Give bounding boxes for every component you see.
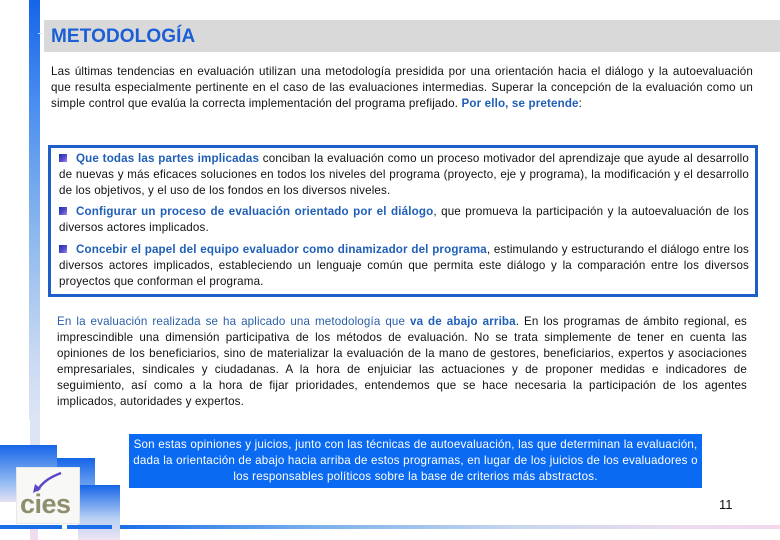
footer-gradient-line [120,525,780,529]
objective-item [59,204,749,236]
accent-tick [38,33,42,34]
approach-paragraph [57,314,747,410]
approach-text: . En los programas de ámbito regional, es imprescindible una dimensión participativa de los métodos de evaluación. No se trata simplemente de tener en cuenta las opiniones de los beneficiarios, sino de materializar la evaluación de la mano de gestores, beneficiarios, expertos y asociaciones empresariales, sindicales y ciudadanas. A la hora de enjuiciar las actuaciones y de proponer medidas e indicadores de seguimiento, así como a la hora de fijar prioridades, entendemos que se hace necesaria la participación de los agentes implicados, autoridades y expertos. [57,315,747,408]
cies-logo [16,467,80,524]
approach-highlight: va de abajo arriba [409,315,516,328]
objective-item [59,151,749,199]
decorative-block [30,529,38,540]
decorative-block [78,485,120,540]
footer-line [67,525,112,529]
intro-paragraph [51,64,753,112]
square-bullet-icon [59,245,67,253]
objective-text: , estimulando y estructurando el diálogo entre los diversos actores implicados, estableciendo un lenguaje común que permita este diálogo y la comparación entre los diversos proyectos que conforman el programa. [59,243,749,288]
left-accent-bar [29,0,40,420]
page-number: 11 [719,497,733,512]
objectives-box [48,145,758,297]
logo-text: cies [20,489,71,519]
title-bar [44,20,780,52]
objective-bold: Concebir el papel del equipo evaluador como dinamizador del programa [76,243,487,256]
intro-highlight: Por ello, se pretende [461,97,579,110]
square-bullet-icon [59,207,67,215]
objective-text: , que promueva la participación y la autoevaluación de los diversos actores implicados. [59,205,750,234]
callout-text: Son estas opiniones y juicios, junto con las técnicas de autoevaluación, las que determinan la evaluación, dada la orientación de abajo hacia arriba de estos programas, en lugar de los juicios de los evaluadores o los responsables políticos sobre la base de criterios más abstractos. [133,438,698,483]
intro-tail: : [578,97,583,110]
objective-text: conciban la evaluación como un proceso motivador del aprendizaje que ayude al desarrollo de nuevas y más eficaces soluciones en todos los niveles del programa (proyecto, eje y programa), la modificación y el desarrollo de los objetivos, y el uso de los fondos en los diversos niveles. [59,152,749,197]
square-bullet-icon [59,154,67,162]
decorative-block [30,420,40,445]
intro-text: Las últimas tendencias en evaluación utilizan una metodología presidida por una orientación hacia el diálogo y la autoevaluación que resulta especialmente pertinente en el caso de las evaluaciones intermedias. Superar la concepción de la evaluación como un simple control que evalúa la correcta implementación del programa prefijado. [51,65,753,110]
objective-bold: Que todas las partes implicadas [76,152,260,165]
approach-lead: En la evaluación realizada se ha aplicado una metodología que [57,315,410,328]
page-title: METODOLOGÍA [51,26,196,47]
callout-box [129,434,702,488]
objective-item [59,242,749,290]
objective-bold: Configurar un proceso de evaluación orientado por el diálogo [76,205,434,218]
footer-line [0,525,62,529]
